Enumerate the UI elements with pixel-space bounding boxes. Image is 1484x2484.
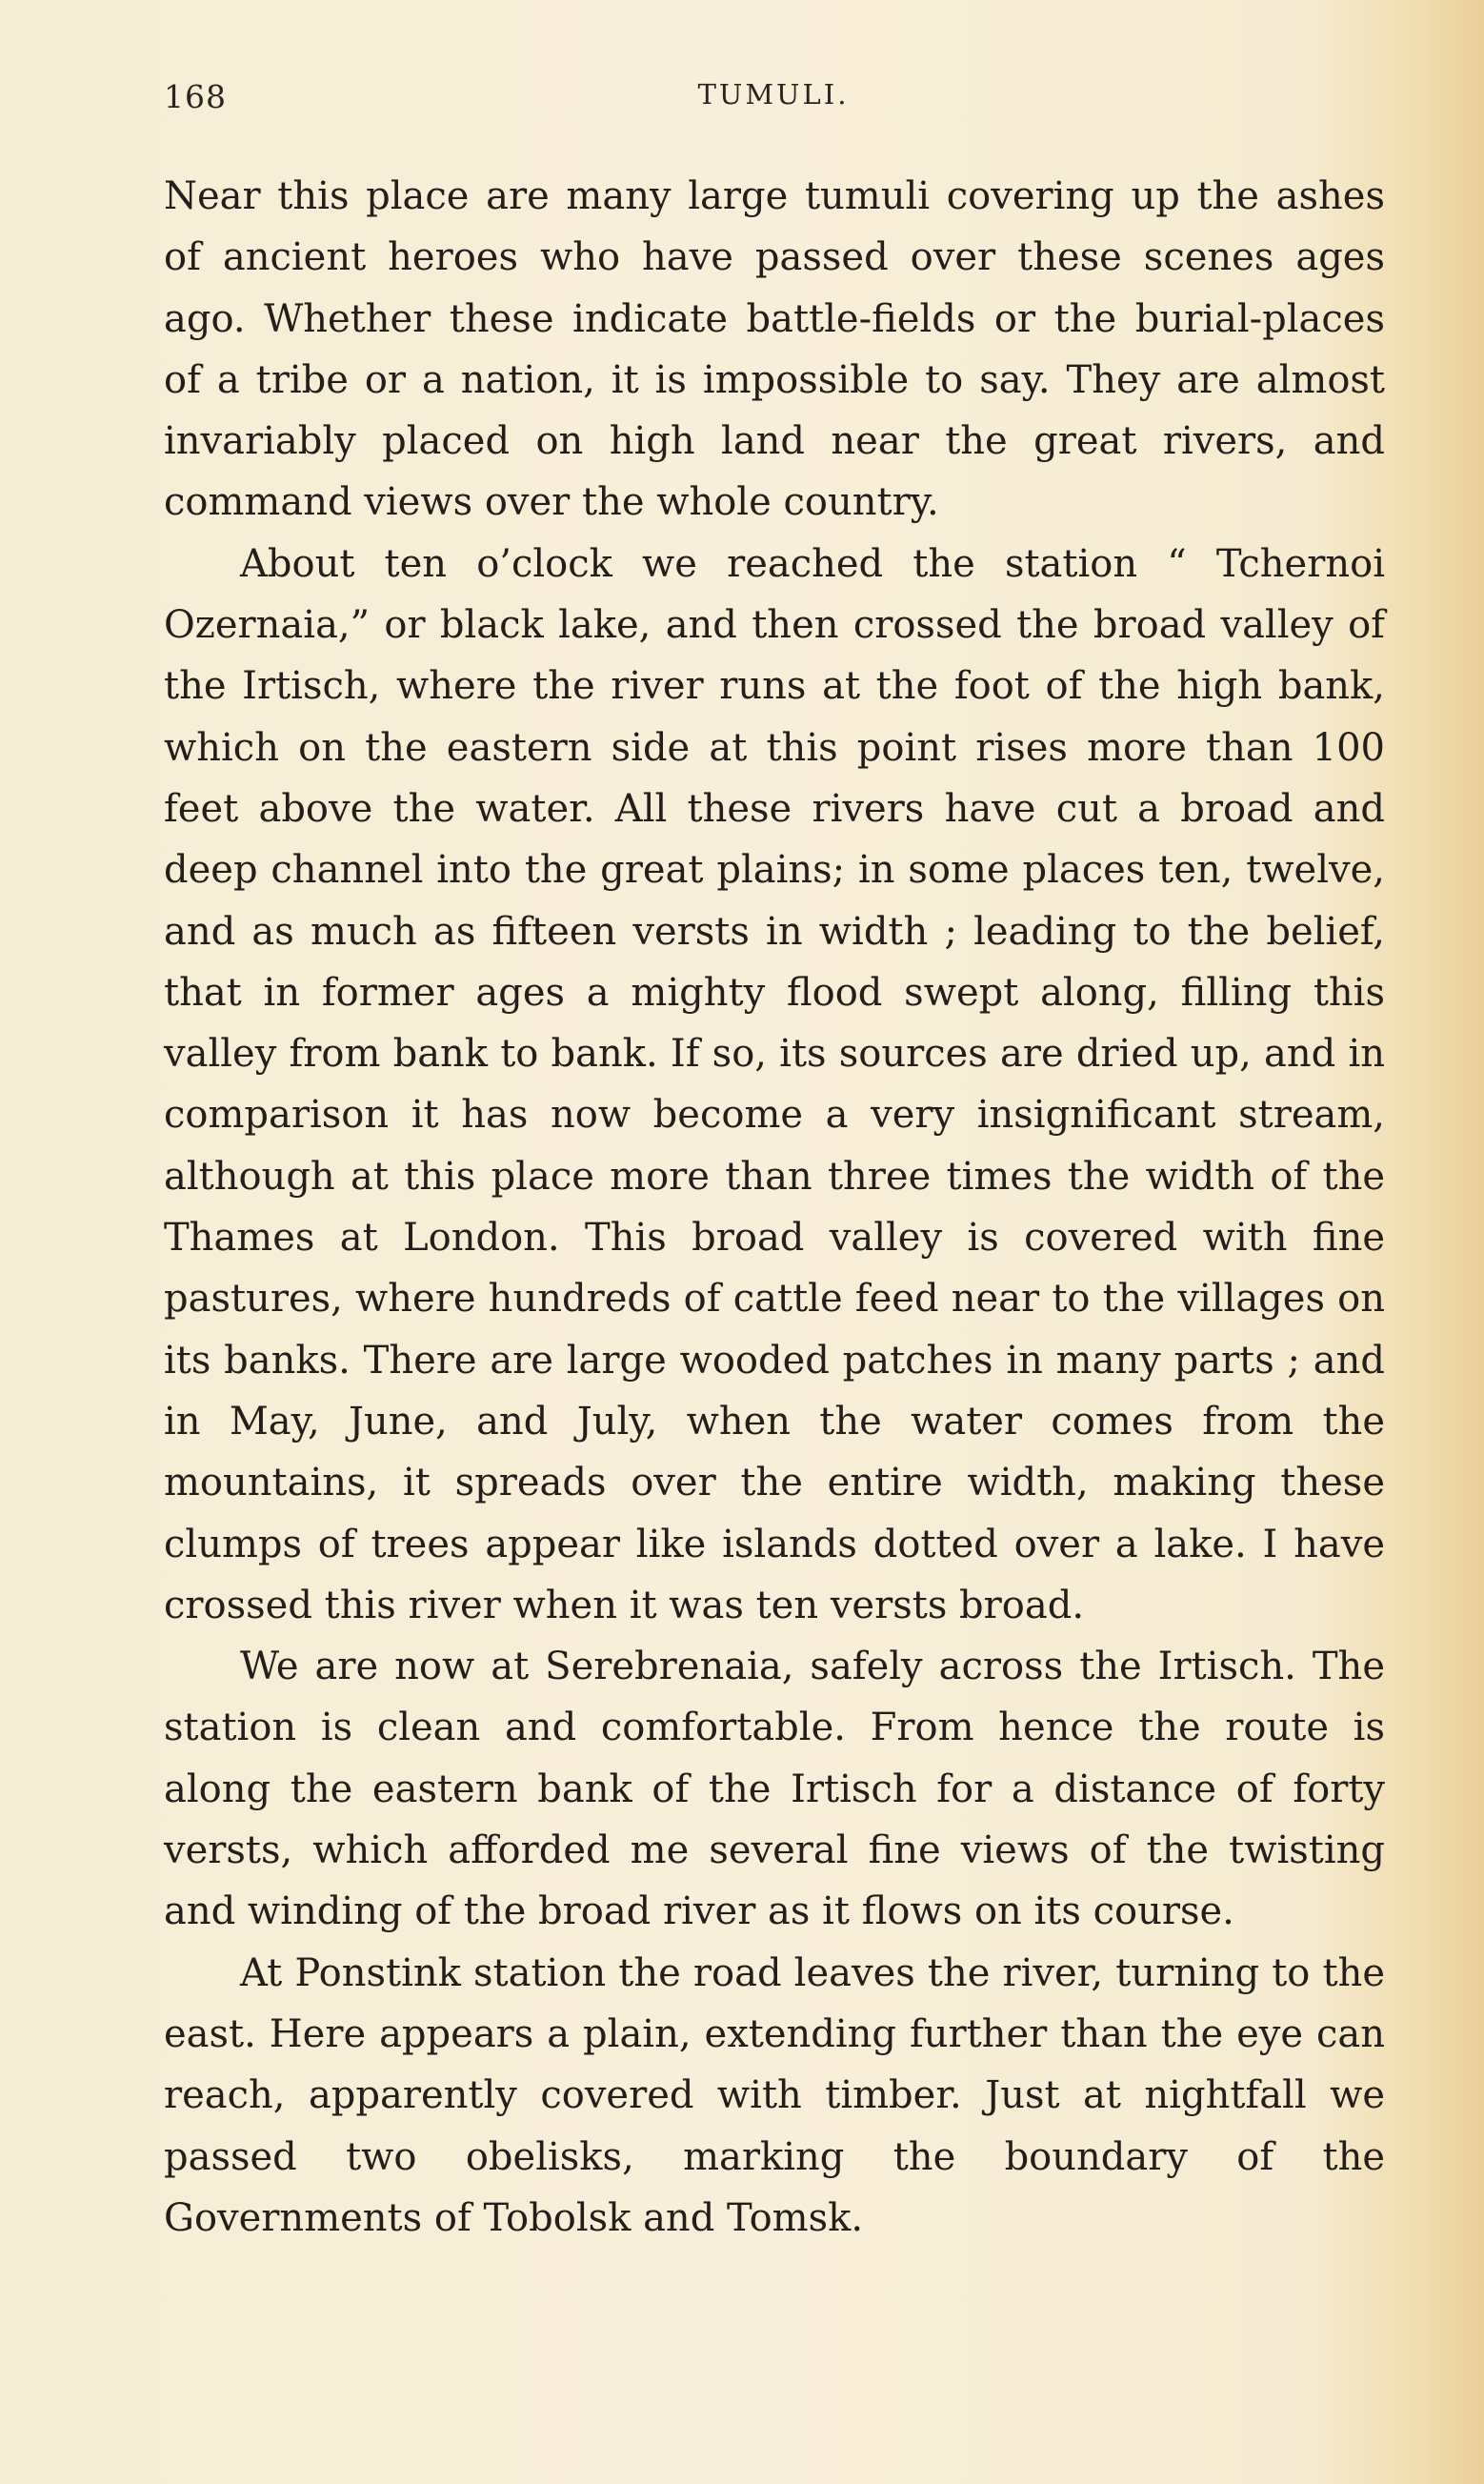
paragraph: About ten o’clock we reached the station “ Tchernoi Ozernaia,” or black lake, and then crossed the broad valley of the Irtisch, where the river runs at the foot of the high bank, which on the eastern side at this point rises more than 100 feet above the water. All these rivers have cut a broad and deep channel into the great plains; in some places ten, twelve, and as much as fifteen versts in width ; leading to the belief, that in former ages a mighty flood swept along, filling this valley from bank to bank. If so, its sources are dried up, and in comparison it has now become a very insignificant stream, although at this place more than three times the width of the Thames at London. This broad valley is covered with fine pastures, where hundreds of cattle feed near to the villages on its banks. There are large wooded patches in many parts ; and in May, June, and July, when the water comes from the mountains, it spreads over the entire width, making these clumps of trees appear like islands dotted over a lake. I have crossed this river when it was ten versts broad. xyxy=(164,541,1385,1627)
paragraph: At Ponstink station the road leaves the river, turning to the east. Here appears a plain, extending further than the eye can reach, apparently covered with timber. Just at nightfall we passed two obelisks, marking the boundary of the Governments of Tobolsk and Tomsk. xyxy=(164,1950,1385,2240)
paragraph: Near this place are many large tumuli covering up the ashes of ancient heroes who have passed over these scenes ages ago. Whether these indicate battle-fields or the burial-places of a tribe or a nation, it is impossible to say. They are almost invariably placed on high land near the great rivers, and command views over the whole country. xyxy=(164,174,1385,525)
paragraph: We are now at Serebrenaia, safely across the Irtisch. The station is clean and comfortable. From hence the route is along the eastern bank of the Irtisch for a distance of forty versts, which afforded me several fine views of the twisting and winding of the broad river as it flows on its course. xyxy=(164,1645,1385,1934)
text-body xyxy=(164,166,1385,2249)
page-header-title: TUMULI. xyxy=(697,78,850,111)
page-number: 168 xyxy=(164,78,227,115)
running-head xyxy=(164,78,1383,126)
